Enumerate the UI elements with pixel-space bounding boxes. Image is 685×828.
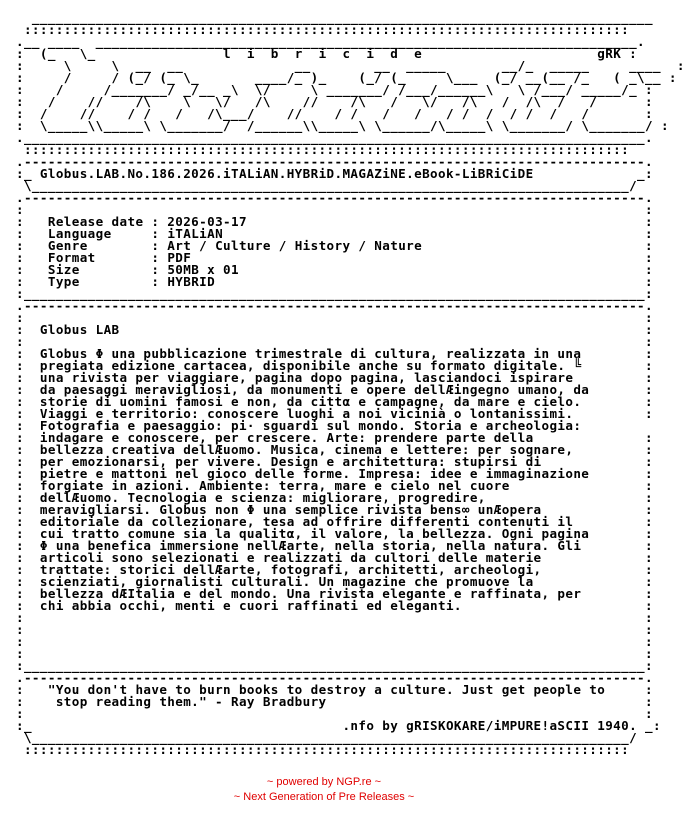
description-line: : chi abbia occhi, menti e cuori raffinati ed eleganti. : (16, 598, 653, 613)
release-name-row: :_ Globus.LAB.No.186.2026.iTALiAN.HYBRiD.MAGAZiNE.eBook-LiBRiCiDE _: (16, 166, 653, 181)
description-line: : bellezza dÆItalia e del mondo. Una rivista elegante e raffinata, per : (16, 586, 653, 601)
description-line: : storie di uomini famosi e non, da cittα e campagne, da mare e cielo. : (16, 394, 653, 409)
description-line: : articoli sono selezionati e realizzati da cultori delle materie : (16, 550, 653, 565)
dash-border: .------------------------------------------------------------------------------. (16, 154, 653, 169)
blank-row: : : (16, 334, 653, 349)
dash-border: .------------------------------------------------------------------------------. (16, 298, 653, 313)
colon-border: :::::::::::::::::::::::::::::::::::::::::::::::::::::::::::::::::::::::::::: (16, 142, 630, 157)
top-rule: ______________________________________________________________________________ (16, 10, 653, 25)
description-line: : cui tratto comune sia la qualitα, il valore, la bellezza. Ogni pagina : (16, 526, 653, 541)
quote-line-1: "You don't have to burn books to destroy a culture. Just get people to (47, 682, 606, 697)
description-line: : scienziati, giornalisti culturali. Un magazine che promuove la : (16, 574, 653, 589)
quote-row: : "You don't have to burn books to destroy a culture. Just get people to : (16, 682, 653, 697)
field-row: : Size : 50MB x 01 : (16, 262, 654, 277)
release-name: Globus.LAB.No.186.2026.iTALiAN.HYBRiD.MAGAZiNE.eBook-LiBRiCiDE (39, 166, 534, 181)
description-line: : pregiata edizione cartacea, disponibile anche su formato digitale. ╚ : (16, 358, 653, 373)
logo-art-line: : / / (_/ (_ \_ ____/_ )_ (_/ (_ \___ (_/ __(__ /_ ( _\__ : (16, 70, 677, 85)
field-label: Size (47, 262, 80, 277)
logo-title-row: : (_ \_ l i b r i c i d e gRK : (16, 46, 638, 61)
logo-art-line: : / // /\ \ \/ /\ // /\ / \/ /\ / /\ / / : (16, 94, 653, 109)
logo-frame-bottom: .______________________________________________________________________________. (16, 130, 653, 145)
description-line: : dellÆuomo. Tecnologia e scienza: migliorare, progredire, : (16, 490, 653, 505)
description-line: : bellezza creativa dellÆuomo. Musica, cinema e lettere: per sognare, : (16, 442, 653, 457)
blank-row: : : (16, 610, 653, 625)
field-row: : Genre : Art / Culture / History / Nature : (16, 238, 653, 253)
field-value: 2026-03-17 (167, 214, 247, 229)
description-heading-row: : Globus LAB : (16, 322, 653, 337)
logo-frame-top: .__ ____ ____________________________________________________________________. (16, 34, 646, 49)
field-label: Release date (47, 214, 144, 229)
logo-tag: gRK (597, 46, 622, 61)
field-label: Format (47, 250, 96, 265)
field-label: Language (47, 226, 112, 241)
logo-art-line: : \_____\\_____\ \_______/ /______\\_____\ \______/\_____\ \_______/ \_______/ : (16, 118, 669, 133)
logo-art-line: : \ \ __ __ __ __ _____ __/_ _____ ____ : (16, 58, 685, 73)
logo-art-line: : / // / / / /\___/ // / / / / / / / / / / / : (16, 106, 653, 121)
credit-underline: \___________________________________________________________________________/ (16, 730, 638, 745)
info-frame-bottom: :______________________________________________________________________________: (16, 286, 653, 301)
field-value: PDF (167, 250, 192, 265)
colon-border: :::::::::::::::::::::::::::::::::::::::::::::::::::::::::::::::::::::::::::: (16, 22, 630, 37)
field-value: HYBRID (167, 274, 216, 289)
dash-border: .------------------------------------------------------------------------------. (16, 670, 653, 685)
quote-line-2: stop reading them." - Ray Bradbury (55, 694, 327, 709)
description-line: : pietre e mattoni nel gioco delle forme. Impresa: idee e immaginazione : (16, 466, 653, 481)
powered-by-footer: ~ powered by NGP.re ~ (266, 776, 382, 788)
blank-row: : : (16, 646, 653, 661)
description-heading: Globus LAB (39, 322, 120, 337)
field-value: iTALiAN (167, 226, 224, 241)
field-label: Genre (47, 238, 88, 253)
logo-title: l i b r i c i d e (223, 46, 423, 61)
credit-row: :_ .nfo by gRISKOKARE/iMPURE!aSCII 1940. _: (16, 718, 661, 733)
field-row: : Format : PDF : (16, 250, 654, 265)
release-name-underline: \___________________________________________________________________________/ (16, 178, 638, 193)
blank-row: : : (16, 622, 653, 637)
logo-art-line: (_ \_ l i b r i c i d e gRK : (23, 46, 638, 61)
nfo-document (16, 12, 685, 756)
description-line: : indagare e conoscere, per crescere. Arte: prendere parte della : (16, 430, 653, 445)
dash-border: .------------------------------------------------------------------------------. (16, 190, 653, 205)
description-line: : per emozionarsi, per vivere. Design e architettura: stupirsi di : (16, 454, 653, 469)
field-row: : Type : HYBRID : (16, 274, 654, 289)
colon-border: :::::::::::::::::::::::::::::::::::::::::::::::::::::::::::::::::::::::::::: (16, 742, 630, 757)
blank-row: : : (16, 310, 653, 325)
credit: .nfo by gRISKOKARE/iMPURE!aSCII 1940. (342, 718, 638, 733)
field-value: 50MB x 01 (167, 262, 239, 277)
description-frame-bottom: :______________________________________________________________________________: (16, 658, 653, 673)
field-row: : Release date : 2026-03-17 : (16, 214, 653, 229)
logo-art-line: : / /_______/ _/__ _\ \/ \ _______/ /___/______\ \ /___/ _____/_ : (16, 82, 653, 97)
blank-row: : : (16, 202, 653, 217)
blank-row: : : (16, 634, 653, 649)
field-label: Type (47, 274, 80, 289)
description-line: : trattate: storici dellÆarte, fotografi, architetti, archeologi, : (16, 562, 653, 577)
description-line: : Fotografia e paesaggio: pi· sguardi sul mondo. Storia e archeologia: (16, 418, 582, 433)
description-line: : meravigliarsi. Globus non Φ una semplice rivista bens∞ unÆopera : (16, 502, 653, 517)
blank-row: : : (16, 706, 653, 721)
description-line: : Viaggi e territorio: conoscere luoghi a noi vicinià o lontanissimi. : (16, 406, 653, 421)
description-line: : da paesaggi meravigliosi, da monumenti e opere dellÆingegno umano, da : (16, 382, 653, 397)
description-line: : Globus Φ una pubblicazione trimestrale di cultura, realizzata in una : (16, 346, 653, 361)
description-line: : forgiate in azioni. Ambiente: terra, mare e cielo nel cuore : (16, 478, 653, 493)
description-line: : Φ una benefica immersione nellÆarte, nella storia, nella natura. Gli : (16, 538, 653, 553)
description-line: : una rivista per viaggiare, pagina dopo pagina, lasciandoci ispirare : (16, 370, 653, 385)
tagline-footer: ~ Next Generation of Pre Releases ~ (233, 791, 415, 803)
logo-art-line: (_ \_ (23, 46, 224, 61)
quote-row: : stop reading them." - Ray Bradbury : (16, 694, 653, 709)
field-row: : Language : iTALiAN : (16, 226, 654, 241)
description-line: : editoriale da collezionare, tesa ad offrire differenti contenuti il : (16, 514, 653, 529)
field-value: Art / Culture / History / Nature (167, 238, 423, 253)
